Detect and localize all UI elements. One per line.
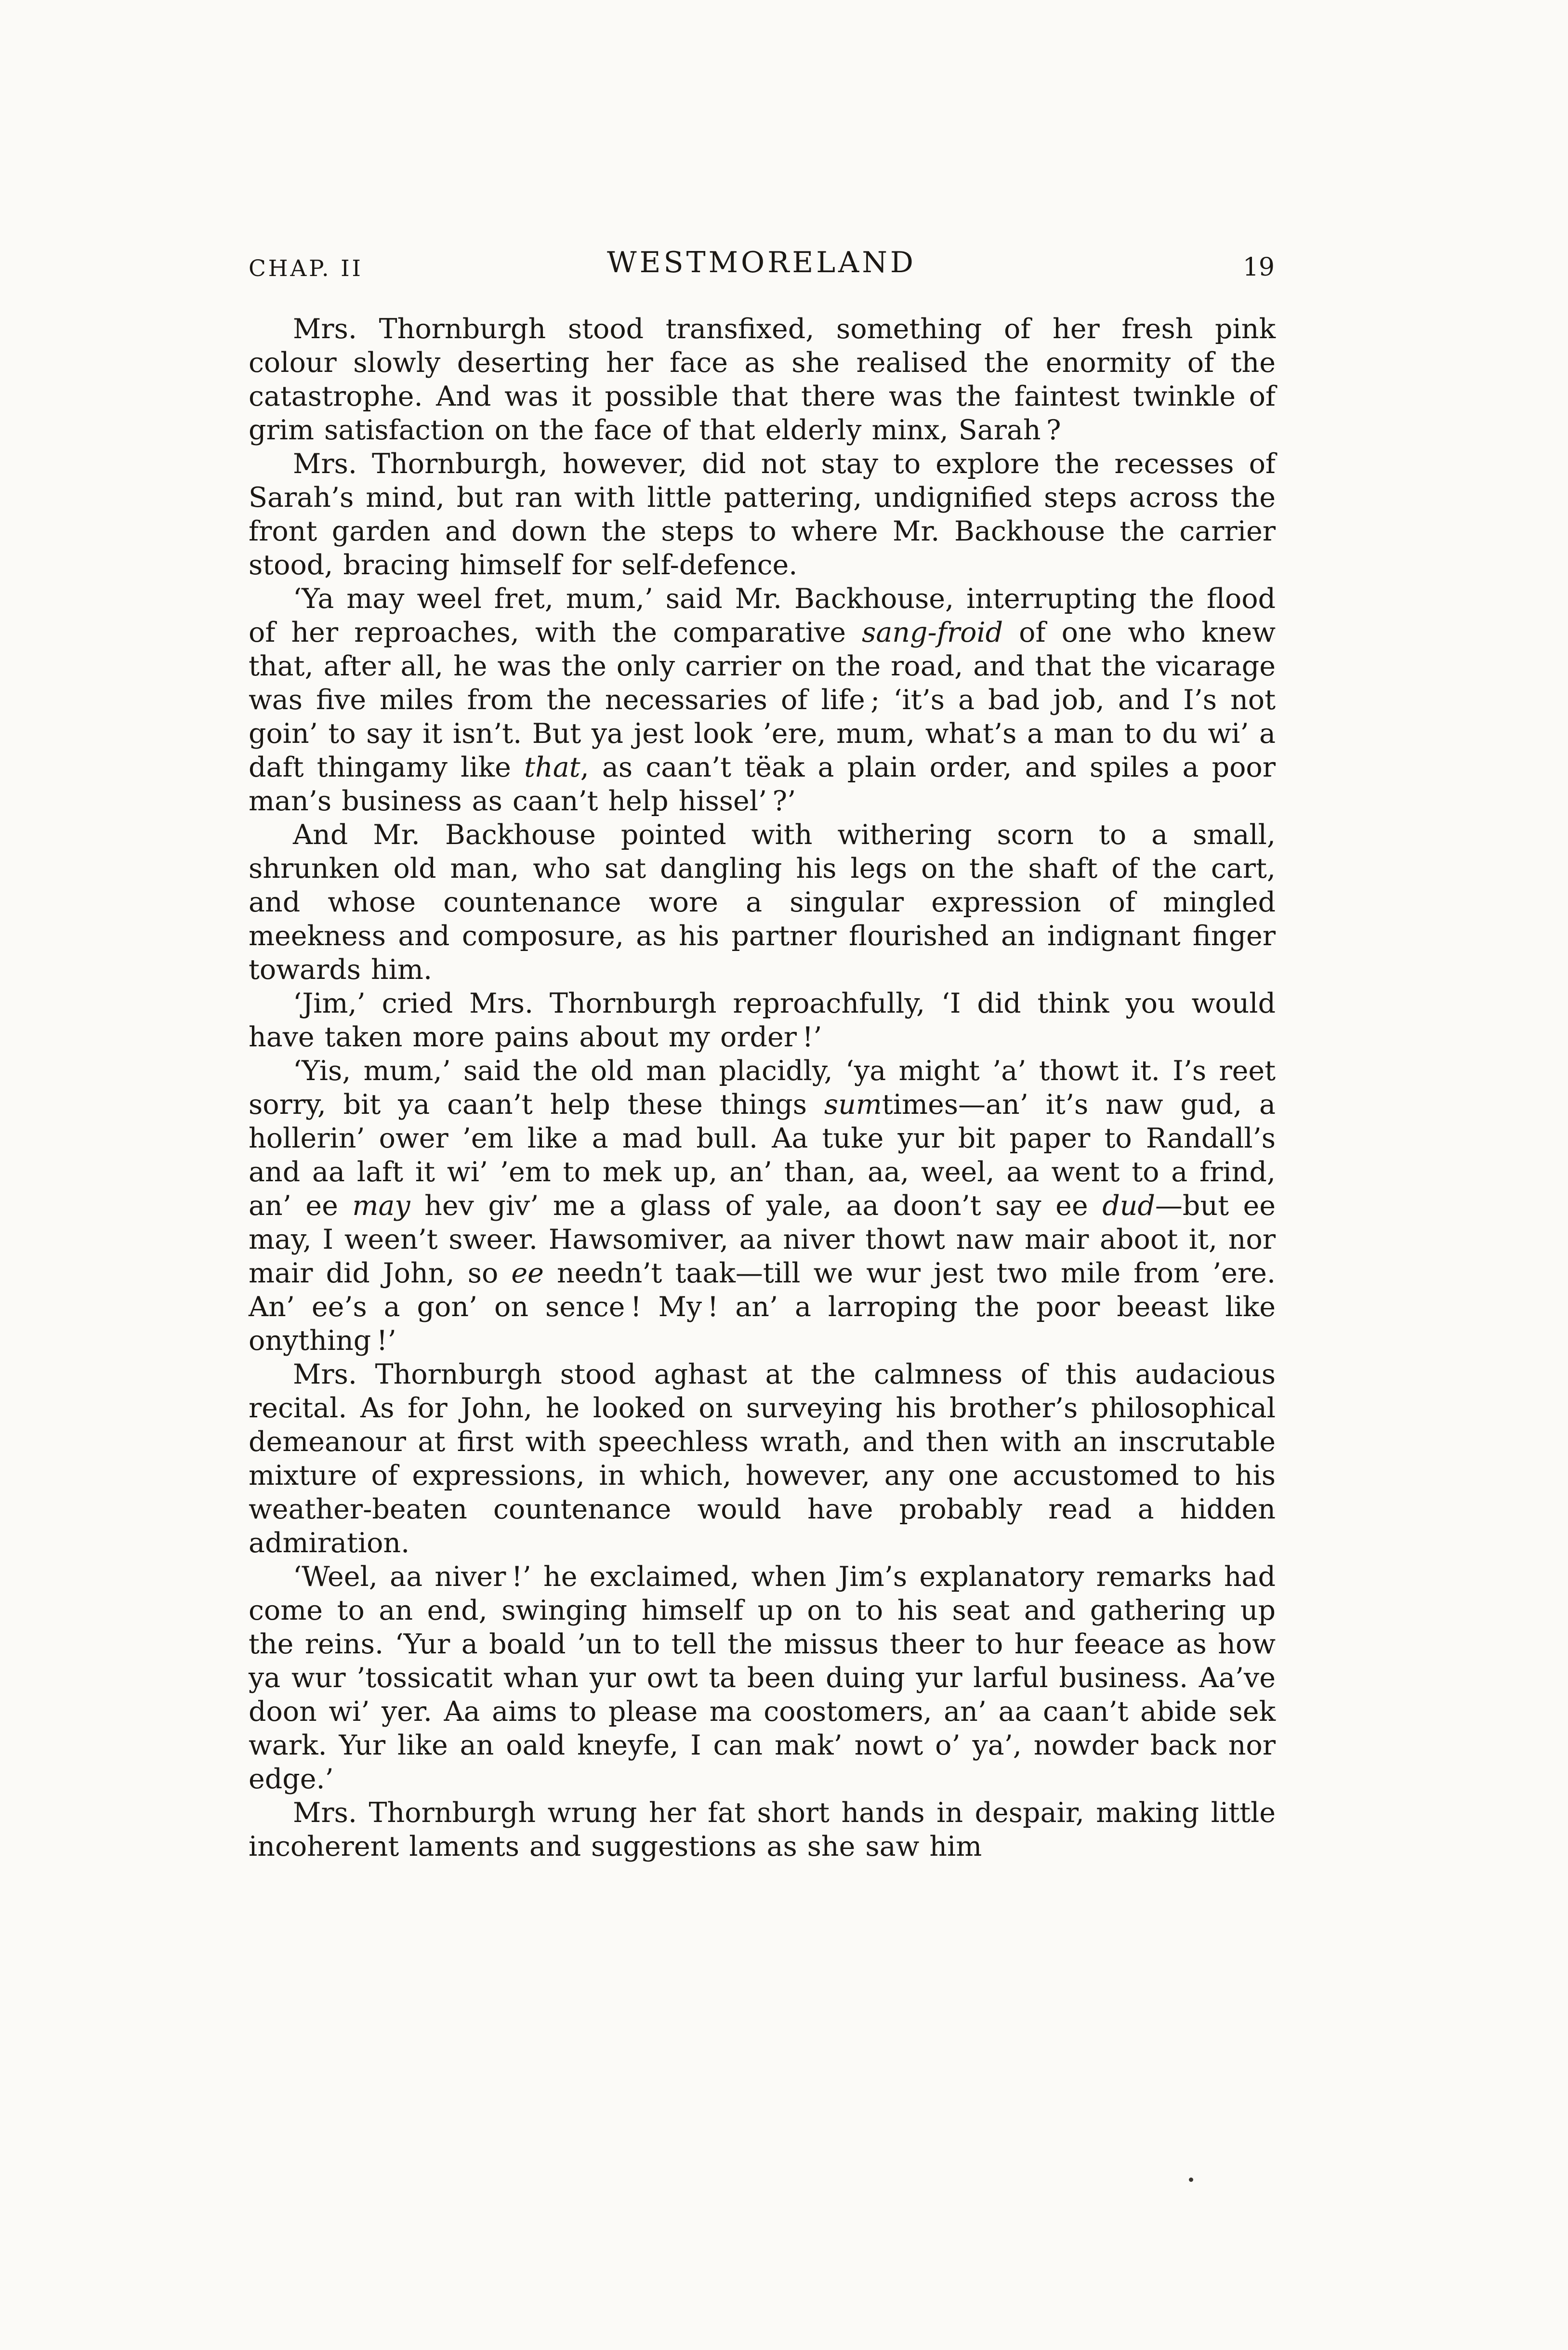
- text-segment: hev giv’ me a glass of yale, aa doon’t say ee: [410, 1190, 1103, 1222]
- text-segment: And Mr. Backhouse pointed with withering scorn to a small, shrunken old man, who sat dangling his legs on the shaft of the cart, and whose countenance wore a singular expression of mingled meekness and composure, as his partner flourished an indignant finger towards him.: [249, 819, 1276, 986]
- text-segment: ee: [511, 1257, 544, 1289]
- paragraph: [249, 1358, 1276, 1560]
- text-segment: may: [352, 1190, 410, 1222]
- text-segment: ‘Yis, mum,’ said the old man placidly, ‘ya might ’a’ thowt it. I’s reet sorry, bit ya caan’t help these things: [249, 1055, 1276, 1121]
- text-segment: times—an’ it’s naw gud, a hollerin’ ower ’em like a mad bull. Aa tuke yur bit paper to Randall’s and aa laft it wi’ ’em to mek up, an’ than, aa, weel, aa went to a frind, an’ ee: [249, 1089, 1276, 1222]
- paragraph: [249, 447, 1276, 582]
- text-segment: Mrs. Thornburgh, however, did not stay to explore the recesses of Sarah’s mind, but ran with little pattering, undignified steps across the front garden and down the steps to where Mr. Backhouse the carrier stood, bracing himself for self-defence.: [249, 448, 1276, 581]
- text-segment: Mrs. Thornburgh stood aghast at the calmness of this audacious recital. As for John, he looked on surveying his brother’s philosophical demeanour at first with speechless wrath, and then with an inscrutable mixture of expressions, in which, however, any one accustomed to his weather-beaten countenance would have probably read a hidden admiration.: [249, 1359, 1276, 1559]
- paragraph: [249, 818, 1276, 987]
- paragraph: [249, 1560, 1276, 1796]
- running-title: WESTMORELAND: [607, 246, 916, 279]
- text-segment: , as caan’t tëak a plain order, and spiles a poor man’s business as caan’t help hissel’ ?’: [249, 752, 1276, 817]
- text-segment: needn’t taak—till we wur jest two mile from ’ere. An’ ee’s a gon’ on sence ! My ! an’ a larroping the poor beeast like onything !’: [249, 1257, 1276, 1357]
- text-segment: —but ee may, I ween’t sweer. Hawsomiver, aa niver thowt naw mair aboot it, nor mair did John, so: [249, 1190, 1276, 1289]
- text-segment: ‘Ya may weel fret, mum,’ said Mr. Backhouse, interrupting the flood of her reproaches, with the comparative: [249, 583, 1276, 648]
- paragraph: [249, 582, 1276, 818]
- paragraph: [249, 1796, 1276, 1863]
- paragraph: [249, 987, 1276, 1054]
- text-segment: Mrs. Thornburgh stood transfixed, something of her fresh pink colour slowly deserting her face as she realised the enormity of the catastrophe. And was it possible that there was the faintest twinkle of grim satisfaction on the face of that elderly minx, Sarah ?: [249, 313, 1276, 446]
- ink-dot-artifact: [1189, 2178, 1193, 2182]
- text-segment: of one who knew that, after all, he was the only carrier on the road, and that the vicarage was five miles from the necessaries of life ; ‘it’s a bad job, and I’s not goin’ to say it isn’t. But ya jest look ’ere, mum, what’s a man to du wi’ a daft thingamy like: [249, 617, 1276, 783]
- text-segment: that: [524, 752, 580, 783]
- paragraph: [249, 1054, 1276, 1358]
- text-segment: dud: [1102, 1190, 1155, 1222]
- text-segment: ‘Jim,’ cried Mrs. Thornburgh reproachfully, ‘I did think you would have taken more pains about my order !’: [249, 988, 1276, 1053]
- text-segment: sang-froid: [862, 617, 1003, 648]
- paragraph: [249, 312, 1276, 447]
- page-number: 19: [1242, 253, 1275, 282]
- text-segment: ‘Weel, aa niver !’ he exclaimed, when Jim’s explanatory remarks had come to an end, swinging himself up on to his seat and gathering up the reins. ‘Yur a boald ’un to tell the missus theer to hur feeace as how ya wur ’tossicatit whan yur owt ta been duing yur larful business. Aa’ve doon wi’ yer. Aa aims to please ma coostomers, an’ aa caan’t abide sek wark. Yur like an oald kneyfe, I can mak’ nowt o’ ya’, nowder back nor edge.’: [249, 1561, 1276, 1795]
- text-segment: sum: [824, 1089, 882, 1121]
- text-segment: Mrs. Thornburgh wrung her fat short hands in despair, making little incoherent laments and suggestions as she saw him: [249, 1797, 1276, 1862]
- text-block: [249, 312, 1276, 1863]
- chapter-label: CHAP. II: [249, 255, 363, 282]
- page-header: [249, 243, 1275, 282]
